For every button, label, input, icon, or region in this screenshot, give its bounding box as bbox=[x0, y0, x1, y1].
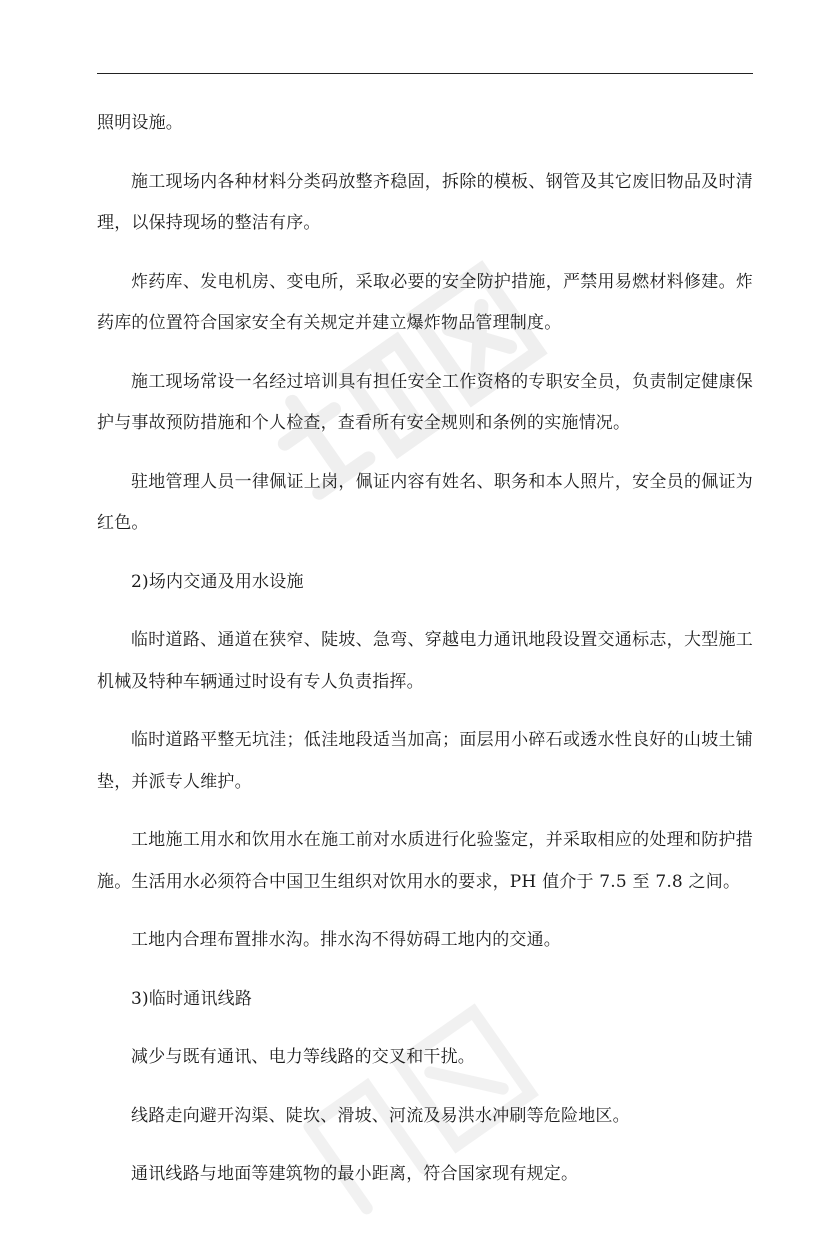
paragraph-line-interference: 减少与既有通讯、电力等线路的交叉和干扰。 bbox=[131, 1047, 475, 1067]
paragraph-explosives-storage: 炸药库、发电机房、变电所，采取必要的安全防护措施，严禁用易燃材料修建。炸药库的位置符合国家安全有关规定并建立爆炸物品管理制度。 bbox=[97, 271, 753, 333]
paragraph-badges: 驻地管理人员一律佩证上岗，佩证内容有姓名、职务和本人照片，安全员的佩证为红色。 bbox=[97, 471, 753, 533]
section-heading-traffic-water: 2)场内交通及用水设施 bbox=[131, 571, 304, 592]
header-rule bbox=[97, 73, 753, 74]
paragraph-material-stacking: 施工现场内各种材料分类码放整齐稳固，拆除的模板、钢管及其它废旧物品及时清理，以保持现场的整洁有序。 bbox=[97, 171, 753, 233]
paragraph-road-surface: 临时道路平整无坑洼；低洼地段适当加高；面层用小碎石或透水性良好的山坡土铺垫，并派专人维护。 bbox=[97, 730, 753, 792]
paragraph-drainage: 工地内合理布置排水沟。排水沟不得妨碍工地内的交通。 bbox=[131, 930, 561, 950]
section-heading-communication-lines: 3)临时通讯线路 bbox=[131, 988, 253, 1009]
paragraph-lighting-tail: 照明设施。 bbox=[97, 113, 183, 133]
paragraph-road-signs: 临时道路、通道在狭窄、陡坡、急弯、穿越电力通讯地段设置交通标志，大型施工机械及特种车辆通过时设有专人负责指挥。 bbox=[97, 630, 753, 692]
paragraph-line-distance: 通讯线路与地面等建筑物的最小距离，符合国家现有规定。 bbox=[131, 1164, 579, 1184]
paragraph-water-quality: 工地施工用水和饮用水在施工前对水质进行化验鉴定，并采取相应的处理和防护措施。生活用水必须符合中国卫生组织对饮用水的要求，PH 值介于 7.5 至 7.8 之间。 bbox=[97, 830, 753, 892]
paragraph-line-routing: 线路走向避开沟渠、陡坎、滑坡、河流及易洪水冲刷等危险地区。 bbox=[131, 1105, 630, 1126]
paragraph-safety-officer: 施工现场常设一名经过培训具有担任安全工作资格的专职安全员，负责制定健康保护与事故预防措施和个人检查，查看所有安全规则和条例的实施情况。 bbox=[97, 371, 753, 433]
document-body bbox=[97, 103, 753, 1213]
